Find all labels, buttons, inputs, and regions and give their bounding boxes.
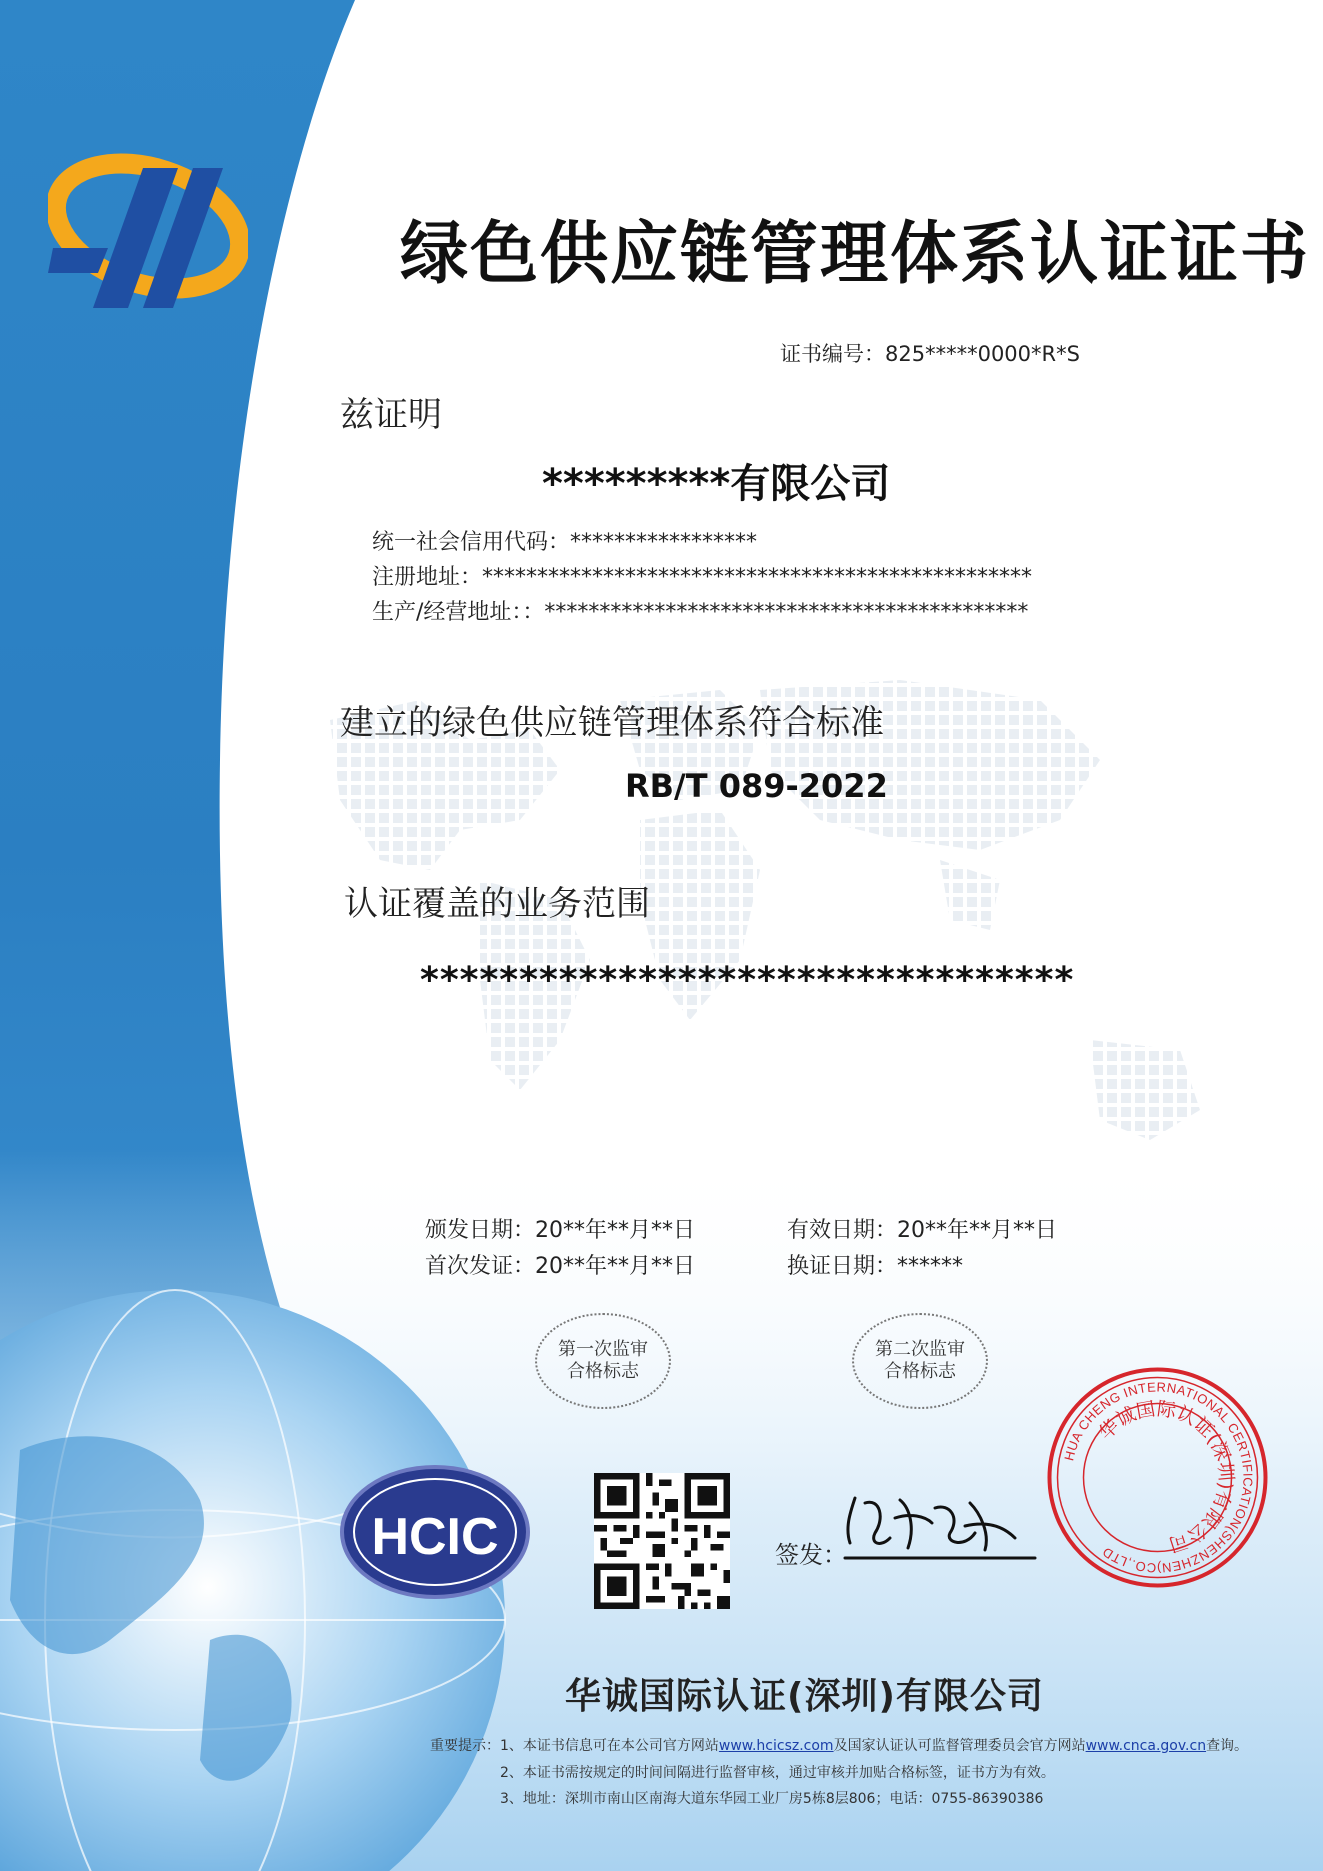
signature-scribble [840, 1488, 1040, 1563]
renewal-date: 换证日期：****** [787, 1254, 964, 1279]
hcic-logo-text: HCIC [371, 1508, 499, 1566]
hereby-certify-label: 兹证明 [340, 395, 442, 435]
scope-title: 认证覆盖的业务范围 [344, 884, 650, 924]
note-line-1-suffix: 查询。 [1206, 1738, 1249, 1754]
note-line-1-prefix: 重要提示：1、本证书信息可在本公司官方网站 [430, 1738, 719, 1754]
svg-text:华诚国际认证(深圳)有限公司 [1095, 1398, 1237, 1556]
company-website-link[interactable]: www.hcicsz.com [718, 1738, 834, 1754]
standard-code: RB/T 089-2022 [625, 767, 888, 805]
registered-address: 注册地址：************************************************** [372, 565, 1033, 590]
valid-date: 有效日期：20**年**月**日 [787, 1218, 1057, 1243]
note-line-3: 3、地址：深圳市南山区南海大道东华园工业厂房5栋8层806；电话：0755-86390386 [500, 1791, 1044, 1807]
first-issue-date: 首次发证：20**年**月**日 [425, 1254, 695, 1279]
second-surveillance-mark [852, 1313, 988, 1409]
company-name: *********有限公司 [542, 461, 891, 507]
hcic-logo [340, 1465, 530, 1599]
credit-code: 统一社会信用代码：***************** [372, 530, 758, 555]
standard-intro: 建立的绿色供应链管理体系符合标准 [340, 703, 884, 743]
cnca-website-link[interactable]: www.cnca.gov.cn [1085, 1738, 1207, 1754]
official-seal [1045, 1365, 1270, 1590]
seal-inner-text: 华诚国际认证(深圳)有限公司 [1094, 1397, 1238, 1556]
certificate-title: 绿色供应链管理体系认证证书 [400, 214, 1311, 294]
scope-value: ********************************* [420, 960, 1075, 1001]
note-line-1-middle: 及国家认证认可监督管理委员会官方网站 [833, 1738, 1086, 1754]
brand-logo [48, 138, 248, 313]
first-surveillance-line1: 第一次监审 [558, 1339, 648, 1360]
second-surveillance-line2: 合格标志 [884, 1361, 956, 1382]
production-address: 生产/经营地址：：******************************************** [372, 600, 1029, 625]
first-surveillance-mark [535, 1313, 671, 1409]
certificate-number: 证书编号：825*****0000*R*S [780, 342, 1080, 366]
second-surveillance-line1: 第二次监审 [875, 1339, 965, 1360]
issue-date: 颁发日期：20**年**月**日 [425, 1218, 695, 1243]
issuer-name: 华诚国际认证(深圳)有限公司 [565, 1676, 1044, 1717]
note-line-1 [430, 1735, 1248, 1755]
qr-code [594, 1473, 730, 1609]
first-surveillance-line2: 合格标志 [567, 1361, 639, 1382]
note-line-2: 2、本证书需按规定的时间间隔进行监督审核，通过审核并加贴合格标签，证书方为有效。 [500, 1765, 1055, 1781]
seal-outer-text: HUA CHENG INTERNATIONAL CERTIFICATION(SHENZHEN)CO.,LTD [1061, 1379, 1256, 1576]
signature-label: 签发： [775, 1541, 847, 1569]
